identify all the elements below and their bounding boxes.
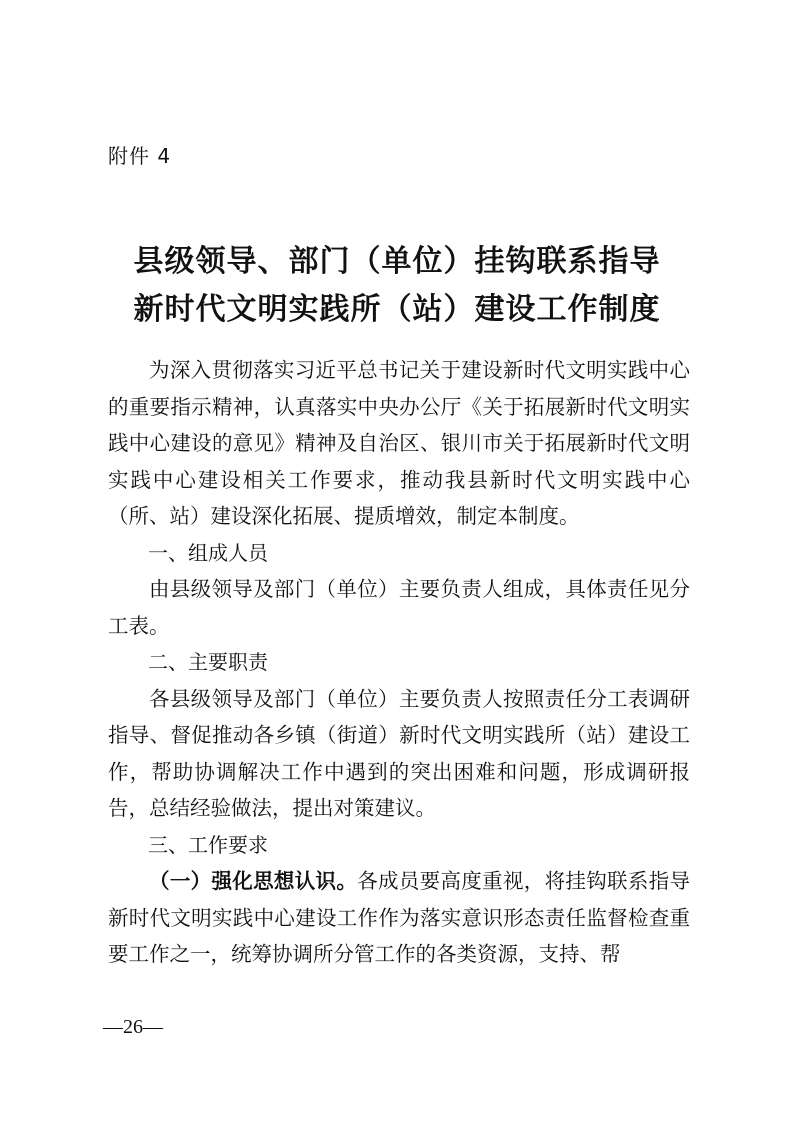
section-text-members: 由县级领导及部门（单位）主要负责人组成，具体责任见分工表。 [108, 577, 690, 638]
section-heading-members: 一、组成人员 [148, 540, 268, 565]
section-text-duties: 各县级领导及部门（单位）主要负责人按照责任分工表调研指导、督促推动各乡镇（街道）新时代文明实践所（站）建设工作，帮助协调解决工作中遇到的突出困难和问题，形成调研报告，总结经验做法，提出对策建议。 [108, 686, 690, 820]
intro-paragraph: 为深入贯彻落实习近平总书记关于建设新时代文明实践中心的重要指示精神，认真落实中央办公厅《关于拓展新时代文明实践中心建设的意见》精神及自治区、银川市关于拓展新时代文明实践中心建设相关工作要求，推动我县新时代文明实践中心（所、站）建设深化拓展、提质增效，制定本制度。 [108, 358, 690, 528]
document-title-line-2: 新时代文明实践所（站）建设工作制度 [133, 292, 661, 327]
section-text-requirements: 各成员要高度重视，将挂钩联系指导新时代文明实践中心建设工作作为落实意识形态责任监督检查重要工作之一，统筹协调所分管工作的各类资源，支持、帮 [108, 869, 691, 966]
document-body [108, 352, 690, 973]
section-heading-requirements: 三、工作要求 [148, 832, 268, 857]
attachment-label: 附件 4 [108, 144, 172, 168]
subsection-lead: （一）强化思想认识。 [149, 869, 358, 893]
section-paragraph-requirements [108, 863, 690, 973]
document-title-line-1: 县级领导、部门（单位）挂钩联系指导 [133, 244, 661, 279]
section-heading-duties: 二、主要职责 [148, 650, 268, 674]
page-number: —26— [103, 1016, 163, 1038]
